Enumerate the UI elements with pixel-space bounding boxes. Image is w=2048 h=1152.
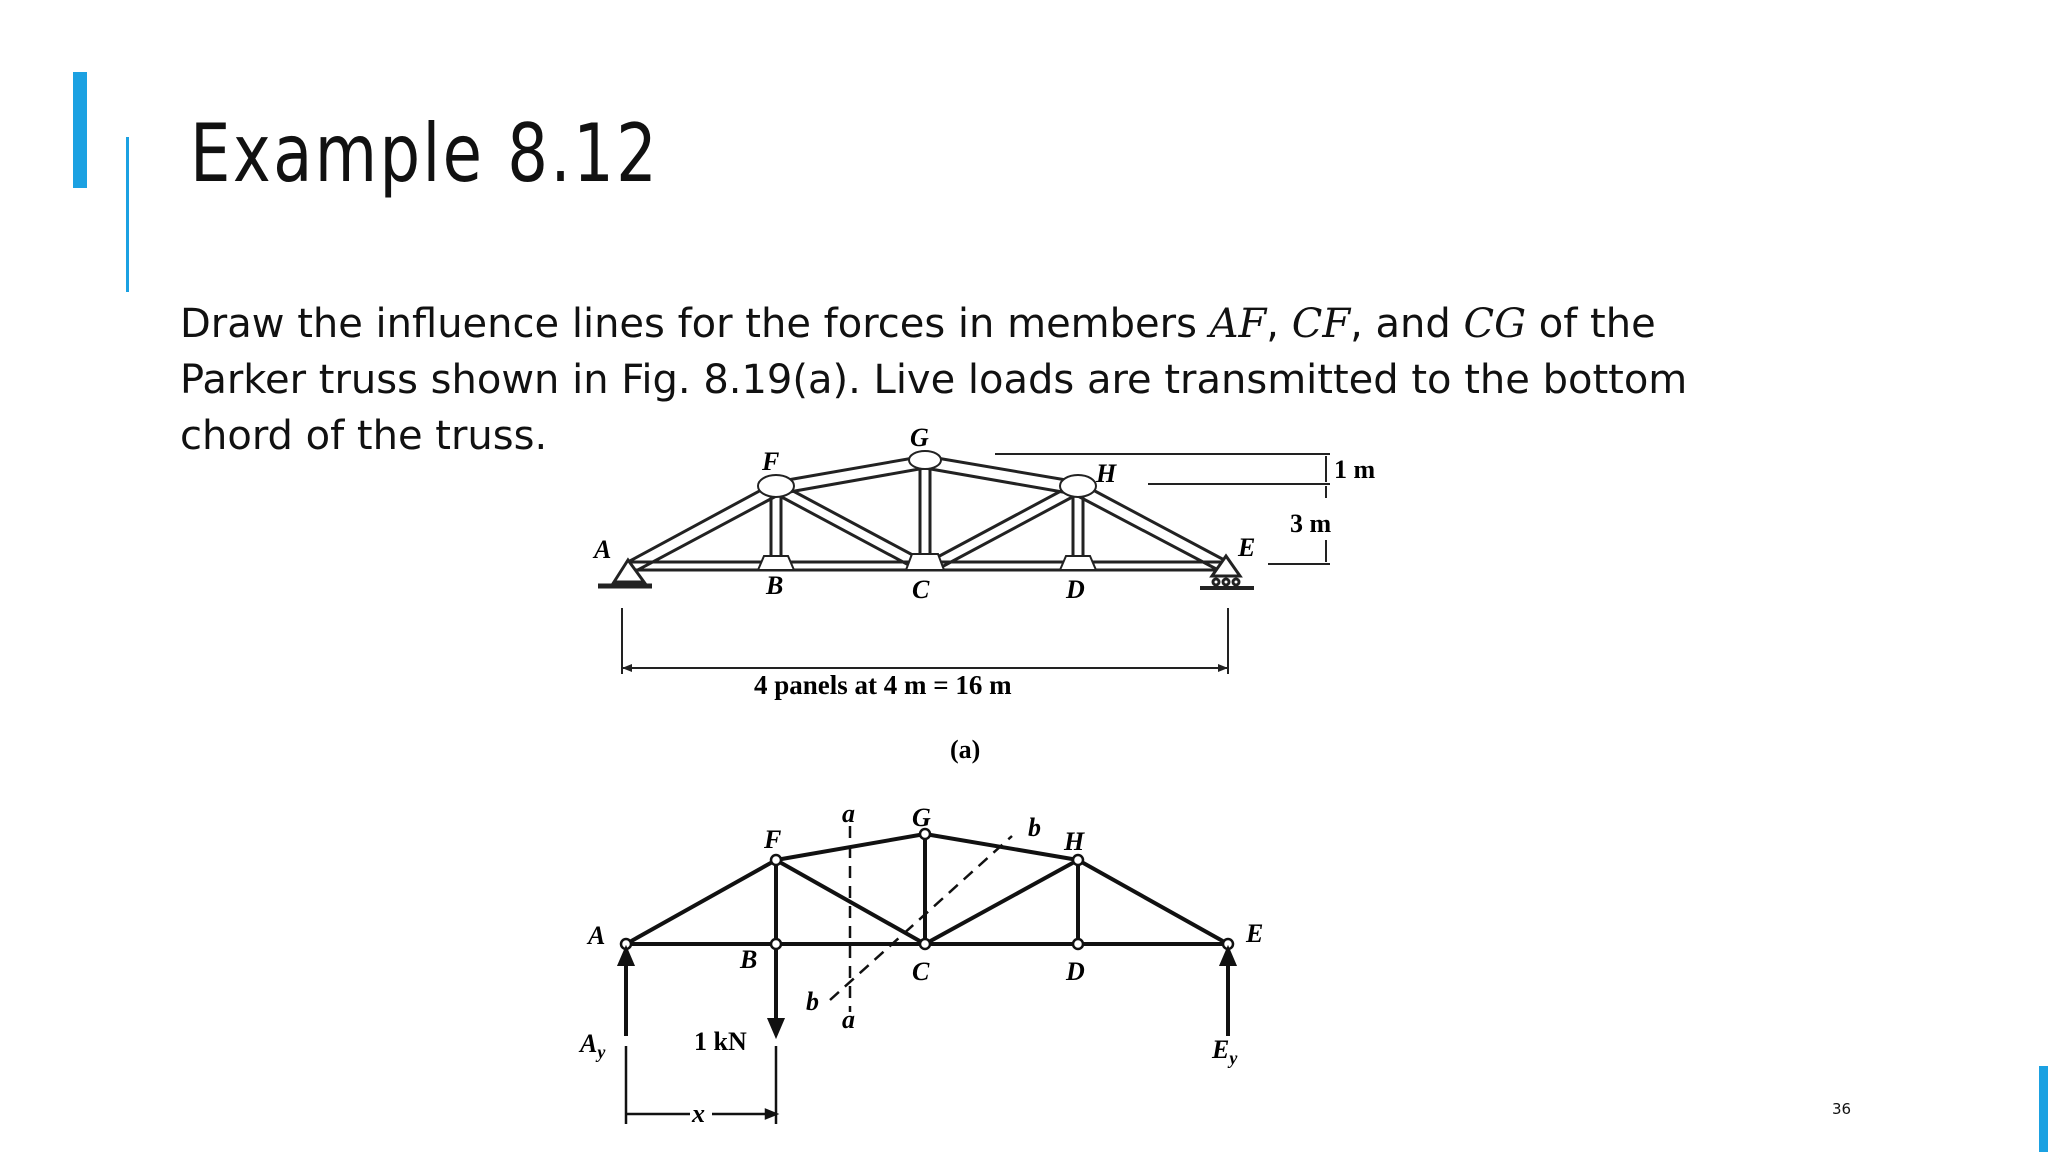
joint-label-f: F [762,447,780,476]
reaction-e-label: $E_y$ [1212,1035,1238,1068]
joint-label-c: C [912,575,930,604]
section-label-a-bottom: a [842,1005,855,1034]
unit-load-label: 1 kN [694,1027,747,1056]
page-number: 36 [1832,1100,1852,1118]
slide-title: Example 8.12 [190,107,660,200]
section-label-b-top: b [1028,813,1041,842]
joint-label-b: B [766,571,784,600]
figure-caption-a: (a) [950,735,981,764]
separator-2: , and [1350,301,1464,347]
joint-label-g-b: G [912,803,931,832]
joint-label-a-b: A [588,921,606,950]
joint-label-h-b: H [1064,827,1085,856]
reaction-a-label: $A_y$ [580,1029,606,1062]
member-cg: CG [1463,301,1527,347]
joint-label-e: E [1238,533,1256,562]
member-cf: CF [1291,301,1351,347]
span-dimension-label: 4 panels at 4 m = 16 m [754,670,1012,700]
joint-label-e-b: E [1246,919,1264,948]
joint-label-a: A [594,535,612,564]
joint-label-f-b: F [764,825,782,854]
joint-label-h: H [1096,459,1117,488]
problem-prefix: Draw the influence lines for the forces in members [180,301,1210,347]
member-af: AF [1209,301,1267,347]
joint-label-c-b: C [912,957,930,986]
joint-label-d: D [1066,575,1085,604]
separator-1: , [1266,301,1292,347]
dimension-1m: 1 m [1334,455,1376,484]
distance-x-label: x [692,1099,705,1128]
dimension-3m: 3 m [1290,509,1332,538]
section-label-b-bottom: b [806,987,819,1016]
section-label-a-top: a [842,799,855,828]
joint-label-b-b: B [740,945,758,974]
problem-suffix: of the Parker truss shown in Fig. 8.19(a). Live loads are transmitted to the bottom chord of the truss. [180,301,1688,459]
joint-label-g: G [910,423,929,452]
joint-label-d-b: D [1066,957,1085,986]
